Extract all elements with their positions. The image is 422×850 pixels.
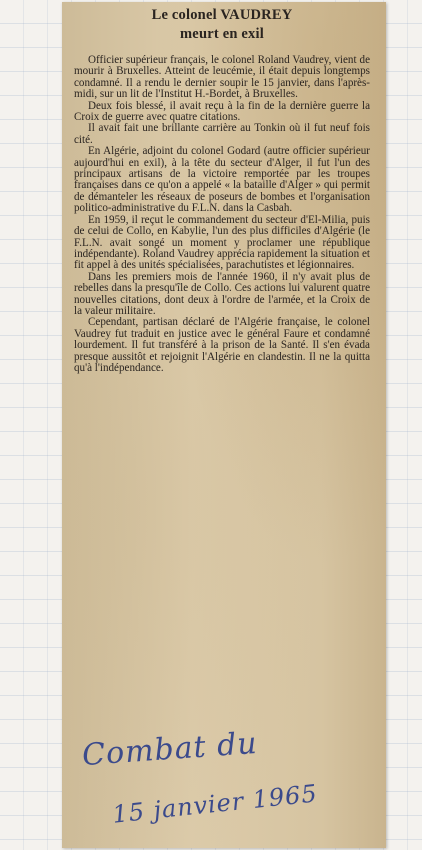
article-paragraph: En 1959, il reçut le commandement du secteur d'El-Milia, puis de celui de Collo, en Kabylie, l'un des plus difficiles d'Algérie (le F.L.N. avait songé un moment y proclamer une république indépendante). Roland Vaudrey apprécia rapidement la situation et fit appel à des unités spécialisées, parachutistes et légionnaires. [74,213,370,272]
article-paragraph: En Algérie, adjoint du colonel Godard (autre officier supérieur aujourd'hui en exil), à la tête du secteur d'Alger, il fut l'un des principaux artisans de la victoire remportée par les troupes françaises dans ce qu'on a appelé « la bataille d'Alger » qui permit de démanteler les réseaux de poseurs de bombes et l'organisation politico-administrative du F.L.N. dans la Casbah. [74,145,370,215]
handwritten-date: 15 janvier 1965 [111,779,319,829]
handwritten-note [80,725,362,842]
article-title-line1: Le colonel VAUDREY [151,7,293,23]
article-paragraph: Dans les premiers mois de l'année 1960, il n'y avait plus de rebelles dans la presqu'île de Collo. Ces actions lui valurent quatre nouvelles citations, dont deux à l'ordre de l'armée, et la Croix de la valeur militaire. [74,270,370,317]
newspaper-clipping [62,2,386,848]
article-title-line2: meurt en exil [180,26,264,42]
article-paragraph: Il avait fait une brillante carrière au Tonkin où il fut neuf fois cité. [74,122,370,146]
article-paragraph: Deux fois blessé, il avait reçu à la fin de la dernière guerre la Croix de guerre avec quatre citations. [74,99,370,124]
article-paragraph: Cependant, partisan déclaré de l'Algérie française, le colonel Vaudrey fut traduit en justice avec le général Faure et condamné lourdement. Il fut transféré à la prison de la Santé. Il s'en évada presque aussitôt et rejoignit l'Algérie en clandestin. Il ne la quitta qu'à l'indépendance. [74,316,370,374]
article-title [74,6,370,44]
article [74,6,370,374]
article-paragraph: Officier supérieur français, le colonel Roland Vaudrey, vient de mourir à Bruxelles. Atteint de leucémie, il était depuis longtemps condamné. Il a rendu le dernier soupir le 15 janvier, dans l'après-midi, sur un lit de l'Institut H.-Bordet, à Bruxelles. [74,54,370,101]
handwritten-source: Combat du [80,725,259,774]
